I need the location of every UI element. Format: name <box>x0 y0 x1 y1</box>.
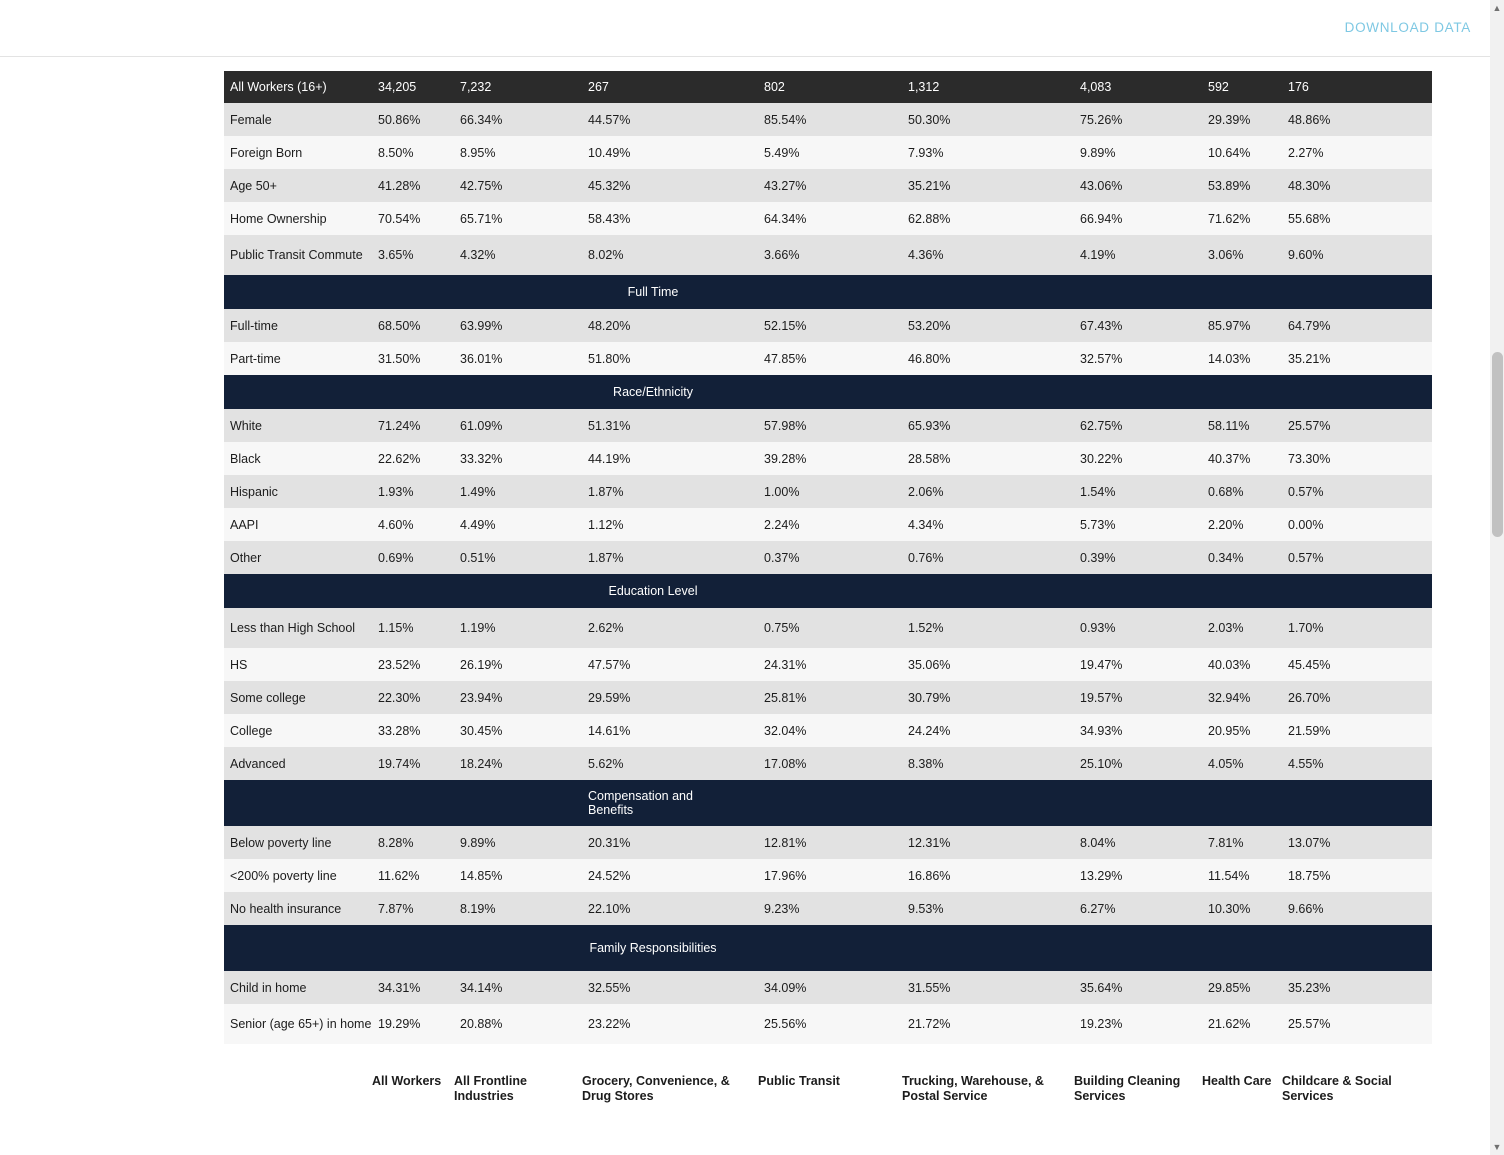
row-value: 40.37% <box>1208 451 1251 466</box>
row-value: 31.55% <box>908 980 951 995</box>
row-value: 1.19% <box>460 621 496 635</box>
table-row <box>224 826 1432 859</box>
row-value: 62.75% <box>1080 418 1123 433</box>
row-value: 26.70% <box>1288 690 1331 705</box>
row-value: 7.87% <box>378 901 414 916</box>
row-value: 11.62% <box>378 868 420 883</box>
row-value: 8.38% <box>908 756 944 771</box>
row-value: 34.31% <box>378 980 421 995</box>
table-header-value: 592 <box>1208 80 1229 94</box>
row-value: 50.30% <box>908 112 951 127</box>
row-value: 19.23% <box>1080 1017 1123 1031</box>
row-value: 1.54% <box>1080 484 1116 499</box>
row-value: 9.60% <box>1288 248 1324 262</box>
row-value: 4.36% <box>908 248 944 262</box>
row-value: 8.50% <box>378 145 414 160</box>
row-value: 0.68% <box>1208 484 1244 499</box>
row-value: 0.51% <box>460 550 496 565</box>
scroll-up-arrow[interactable]: ▲ <box>1492 3 1502 13</box>
row-value: 1.00% <box>764 484 800 499</box>
table-section-row <box>224 780 1432 826</box>
demographics-table-wrapper <box>224 71 1432 1044</box>
table-section-label <box>224 925 1432 971</box>
column-header: Health Care <box>1202 1074 1272 1088</box>
column-header: All Frontline Industries <box>454 1074 527 1103</box>
column-header: Grocery, Convenience, & Drug Stores <box>582 1074 730 1103</box>
row-value: 4.49% <box>460 517 496 532</box>
column-header: All Workers <box>372 1074 442 1088</box>
section-label-text: Education Level <box>608 584 698 598</box>
table-header-label: All Workers (16+) <box>230 80 327 94</box>
row-value: 24.31% <box>764 657 807 672</box>
row-value: 22.10% <box>588 901 631 916</box>
row-value: 4.19% <box>1080 248 1116 262</box>
row-value: 47.85% <box>764 351 807 366</box>
row-value: 0.93% <box>1080 621 1116 635</box>
row-label: Hispanic <box>230 484 278 499</box>
row-value: 35.64% <box>1080 980 1123 995</box>
row-value: 24.24% <box>908 723 951 738</box>
row-value: 25.57% <box>1288 1017 1331 1031</box>
row-value: 26.19% <box>460 657 503 672</box>
table-row <box>224 747 1432 780</box>
row-label: AAPI <box>230 517 259 532</box>
row-value: 28.58% <box>908 451 951 466</box>
row-value: 34.93% <box>1080 723 1123 738</box>
row-value: 4.55% <box>1288 756 1324 771</box>
row-value: 8.28% <box>378 835 414 850</box>
row-value: 24.52% <box>588 868 631 883</box>
row-value: 0.37% <box>764 550 800 565</box>
table-header-value: 4,083 <box>1080 80 1112 94</box>
row-value: 9.89% <box>1080 145 1116 160</box>
row-value: 53.20% <box>908 318 951 333</box>
row-value: 25.81% <box>764 690 807 705</box>
row-label: Senior (age 65+) in home <box>230 1017 372 1031</box>
row-value: 48.30% <box>1288 178 1331 193</box>
row-label: Black <box>230 451 261 466</box>
row-label: Age 50+ <box>230 178 277 193</box>
table-row <box>224 442 1432 475</box>
row-value: 13.07% <box>1288 835 1331 850</box>
table-section-row <box>224 574 1432 608</box>
row-value: 66.94% <box>1080 211 1123 226</box>
row-value: 64.34% <box>764 211 807 226</box>
row-value: 2.24% <box>764 517 800 532</box>
row-value: 46.80% <box>908 351 951 366</box>
row-value: 57.98% <box>764 418 807 433</box>
row-value: 50.86% <box>378 112 421 127</box>
row-value: 1.70% <box>1288 621 1324 635</box>
vertical-scrollbar[interactable] <box>1490 0 1504 1155</box>
section-label-text: Family Responsibilities <box>589 941 717 955</box>
row-value: 71.62% <box>1208 211 1251 226</box>
table-header-value: 176 <box>1288 80 1309 94</box>
table-header-row <box>224 71 1432 103</box>
row-value: 23.22% <box>588 1017 631 1031</box>
row-value: 2.06% <box>908 484 944 499</box>
row-label: Other <box>230 550 262 565</box>
table-row <box>224 309 1432 342</box>
row-value: 3.65% <box>378 248 414 262</box>
row-value: 35.21% <box>908 178 951 193</box>
row-value: 73.30% <box>1288 451 1331 466</box>
row-value: 32.94% <box>1208 690 1251 705</box>
row-value: 45.45% <box>1288 657 1331 672</box>
row-value: 9.53% <box>908 901 944 916</box>
row-value: 21.62% <box>1208 1017 1251 1031</box>
table-row <box>224 235 1432 275</box>
row-value: 0.39% <box>1080 550 1116 565</box>
row-label: Less than High School <box>230 621 356 635</box>
row-value: 18.75% <box>1288 868 1331 883</box>
table-row <box>224 714 1432 747</box>
row-value: 43.27% <box>764 178 807 193</box>
row-value: 5.62% <box>588 756 624 771</box>
row-value: 44.19% <box>588 451 631 466</box>
table-row <box>224 342 1432 375</box>
section-label-text: Full Time <box>627 285 679 299</box>
row-value: 1.12% <box>588 517 624 532</box>
table-row <box>224 1004 1432 1044</box>
row-label: Full-time <box>230 318 278 333</box>
table-row <box>224 409 1432 442</box>
row-value: 19.29% <box>378 1017 421 1031</box>
row-label: Foreign Born <box>230 145 303 160</box>
row-value: 70.54% <box>378 211 421 226</box>
row-value: 5.49% <box>764 145 800 160</box>
column-header: Public Transit <box>758 1074 840 1088</box>
row-value: 1.87% <box>588 484 624 499</box>
row-value: 23.94% <box>460 690 503 705</box>
table-row <box>224 169 1432 202</box>
row-value: 20.95% <box>1208 723 1251 738</box>
row-value: 0.34% <box>1208 550 1244 565</box>
row-value: 29.59% <box>588 690 631 705</box>
row-value: 31.50% <box>378 351 421 366</box>
row-value: 58.43% <box>588 211 631 226</box>
row-value: 22.30% <box>378 690 421 705</box>
table-row <box>224 859 1432 892</box>
row-value: 63.99% <box>460 318 503 333</box>
row-label: Advanced <box>230 756 286 771</box>
row-value: 58.11% <box>1208 418 1250 433</box>
row-value: 6.27% <box>1080 901 1116 916</box>
row-value: 35.06% <box>908 657 951 672</box>
table-row <box>224 648 1432 681</box>
scroll-down-arrow[interactable]: ▼ <box>1492 1142 1502 1152</box>
row-value: 7.93% <box>908 145 944 160</box>
row-value: 1.49% <box>460 484 496 499</box>
row-value: 11.54% <box>1208 868 1250 883</box>
row-label: Public Transit Commute <box>230 248 363 262</box>
row-value: 2.27% <box>1288 145 1324 160</box>
table-row <box>224 892 1432 925</box>
top-bar <box>0 0 1504 57</box>
row-value: 5.73% <box>1080 517 1116 532</box>
row-value: 30.79% <box>908 690 951 705</box>
table-section-label <box>224 574 1432 608</box>
row-value: 2.62% <box>588 621 624 635</box>
row-value: 53.89% <box>1208 178 1251 193</box>
row-value: 21.72% <box>908 1017 951 1031</box>
table-row <box>224 541 1432 574</box>
row-value: 30.22% <box>1080 451 1123 466</box>
column-header: Trucking, Warehouse, & Postal Service <box>902 1074 1044 1103</box>
row-value: 52.15% <box>764 318 807 333</box>
row-label: Some college <box>230 690 306 705</box>
row-value: 22.62% <box>378 451 421 466</box>
row-value: 29.85% <box>1208 980 1251 995</box>
row-value: 20.88% <box>460 1017 503 1031</box>
row-value: 16.86% <box>908 868 951 883</box>
row-value: 3.06% <box>1208 248 1244 262</box>
row-value: 1.52% <box>908 621 944 635</box>
row-value: 1.87% <box>588 550 624 565</box>
scrollbar-thumb[interactable] <box>1492 352 1503 537</box>
row-value: 12.81% <box>764 835 807 850</box>
table-header-value: 1,312 <box>908 80 940 94</box>
row-value: 13.29% <box>1080 868 1123 883</box>
row-value: 20.31% <box>588 835 631 850</box>
row-value: 33.32% <box>460 451 503 466</box>
table-row <box>224 508 1432 541</box>
row-value: 34.14% <box>460 980 503 995</box>
table-section-label <box>224 375 1432 409</box>
table-row <box>224 971 1432 1004</box>
row-value: 4.32% <box>460 248 496 262</box>
row-value: 1.15% <box>378 621 414 635</box>
row-value: 14.85% <box>460 868 503 883</box>
row-value: 2.20% <box>1208 517 1244 532</box>
row-label: Female <box>230 112 272 127</box>
row-value: 41.28% <box>378 178 421 193</box>
section-label-text: Compensation and Benefits <box>588 789 693 817</box>
row-value: 1.93% <box>378 484 414 499</box>
row-value: 32.57% <box>1080 351 1123 366</box>
row-value: 4.60% <box>378 517 414 532</box>
column-header: Building Cleaning Services <box>1074 1074 1181 1103</box>
left-gutter <box>0 57 224 1155</box>
row-value: 51.31% <box>588 418 631 433</box>
row-value: 0.00% <box>1288 517 1324 532</box>
row-value: 65.71% <box>460 211 503 226</box>
row-value: 2.03% <box>1208 621 1244 635</box>
table-section-label <box>224 780 1432 826</box>
row-value: 0.57% <box>1288 484 1324 499</box>
row-value: 55.68% <box>1288 211 1331 226</box>
row-value: 34.09% <box>764 980 807 995</box>
table-header-value: 7,232 <box>460 80 492 94</box>
table-row <box>224 608 1432 648</box>
row-value: 4.34% <box>908 517 944 532</box>
row-value: 7.81% <box>1208 835 1244 850</box>
row-value: 47.57% <box>588 657 631 672</box>
row-value: 17.96% <box>764 868 807 883</box>
row-value: 65.93% <box>908 418 951 433</box>
row-value: 8.95% <box>460 145 496 160</box>
row-value: 25.10% <box>1080 756 1123 771</box>
row-value: 17.08% <box>764 756 807 771</box>
row-value: 51.80% <box>588 351 631 366</box>
row-value: 3.66% <box>764 248 800 262</box>
table-row <box>224 103 1432 136</box>
row-label: Part-time <box>230 351 281 366</box>
row-label: No health insurance <box>230 901 342 916</box>
row-value: 33.28% <box>378 723 421 738</box>
table-row <box>224 136 1432 169</box>
row-value: 48.86% <box>1288 112 1331 127</box>
row-value: 68.50% <box>378 318 421 333</box>
table-row <box>224 202 1432 235</box>
table-row <box>224 681 1432 714</box>
row-value: 61.09% <box>460 418 503 433</box>
table-row <box>224 475 1432 508</box>
row-value: 42.75% <box>460 178 503 193</box>
row-value: 71.24% <box>378 418 421 433</box>
row-value: 45.32% <box>588 178 631 193</box>
row-value: 19.57% <box>1080 690 1123 705</box>
row-value: 35.21% <box>1288 351 1331 366</box>
table-section-row <box>224 275 1432 309</box>
row-value: 10.49% <box>588 145 631 160</box>
row-value: 48.20% <box>588 318 631 333</box>
row-value: 8.02% <box>588 248 624 262</box>
row-value: 19.47% <box>1080 657 1123 672</box>
table-header-value: 802 <box>764 80 785 94</box>
row-value: 9.89% <box>460 835 496 850</box>
row-value: 14.61% <box>588 723 631 738</box>
table-section-label <box>224 275 1432 309</box>
row-value: 43.06% <box>1080 178 1123 193</box>
row-value: 30.45% <box>460 723 503 738</box>
row-value: 10.64% <box>1208 145 1251 160</box>
row-value: 85.97% <box>1208 318 1251 333</box>
table-section-row <box>224 375 1432 409</box>
row-value: 32.04% <box>764 723 807 738</box>
row-value: 36.01% <box>460 351 503 366</box>
row-value: 10.30% <box>1208 901 1251 916</box>
row-value: 18.24% <box>460 756 503 771</box>
row-value: 9.23% <box>764 901 800 916</box>
row-value: 0.69% <box>378 550 414 565</box>
row-value: 62.88% <box>908 211 951 226</box>
row-value: 67.43% <box>1080 318 1123 333</box>
row-label: White <box>230 418 262 433</box>
row-value: 66.34% <box>460 112 503 127</box>
row-label: HS <box>230 657 248 672</box>
table-body <box>224 71 1432 1044</box>
row-value: 44.57% <box>588 112 631 127</box>
row-value: 39.28% <box>764 451 807 466</box>
row-value: 9.66% <box>1288 901 1324 916</box>
row-label: Below poverty line <box>230 835 332 850</box>
column-header: Childcare & Social Services <box>1282 1074 1392 1103</box>
row-value: 64.79% <box>1288 318 1331 333</box>
demographics-table <box>224 71 1432 1044</box>
row-value: 25.56% <box>764 1017 807 1031</box>
row-value: 8.19% <box>460 901 496 916</box>
table-header-value: 34,205 <box>378 80 417 94</box>
row-value: 0.76% <box>908 550 944 565</box>
row-value: 4.05% <box>1208 756 1244 771</box>
row-value: 12.31% <box>908 835 951 850</box>
section-label-text: Race/Ethnicity <box>613 385 693 399</box>
row-value: 8.04% <box>1080 835 1116 850</box>
row-label: <200% poverty line <box>230 868 337 883</box>
row-value: 14.03% <box>1208 351 1251 366</box>
row-value: 85.54% <box>764 112 807 127</box>
row-value: 0.57% <box>1288 550 1324 565</box>
row-value: 35.23% <box>1288 980 1331 995</box>
table-section-row <box>224 925 1432 971</box>
row-value: 25.57% <box>1288 418 1331 433</box>
row-label: College <box>230 723 273 738</box>
row-value: 19.74% <box>378 756 421 771</box>
row-value: 23.52% <box>378 657 421 672</box>
download-data-link[interactable]: DOWNLOAD DATA <box>1344 20 1471 35</box>
row-label: Child in home <box>230 980 307 995</box>
row-value: 40.03% <box>1208 657 1251 672</box>
row-value: 32.55% <box>588 980 631 995</box>
column-header-labels <box>224 1074 1432 1134</box>
row-value: 29.39% <box>1208 112 1251 127</box>
row-label: Home Ownership <box>230 211 327 226</box>
row-value: 75.26% <box>1080 112 1123 127</box>
row-value: 0.75% <box>764 621 800 635</box>
row-value: 21.59% <box>1288 723 1331 738</box>
table-header-value: 267 <box>588 80 609 94</box>
